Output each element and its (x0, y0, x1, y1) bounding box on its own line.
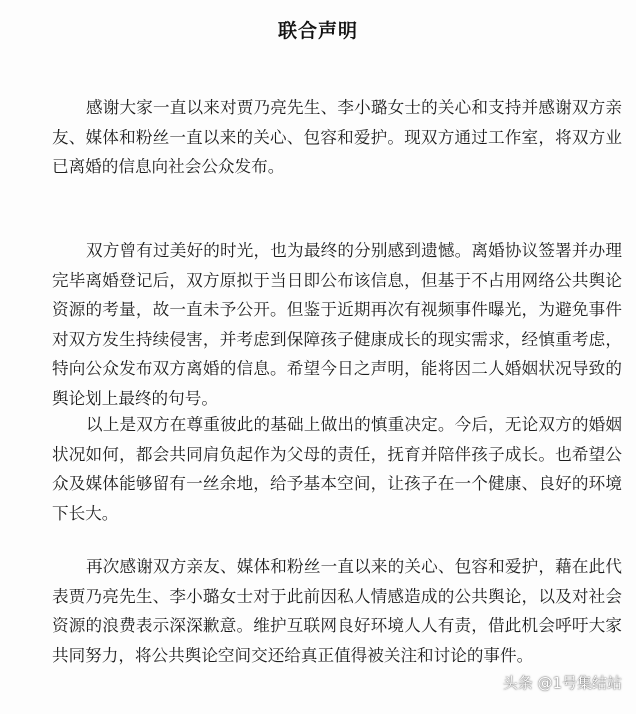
source-watermark (503, 668, 622, 696)
paragraph-1: 感谢大家一直以来对贾乃亮先生、李小璐女士的关心和支持并感谢双方亲友、媒体和粉丝一直以来的关心、包容和爱护。现双方通过工作室，将双方业已离婚的信息向社会公众发布。 (52, 98, 622, 176)
paragraph-3: 以上是双方在尊重彼此的基础上做出的慎重决定。今后，无论双方的婚姻状况如何，都会共同肩负起作为父母的责任，抚育并陪伴孩子成长。也希望公众及媒体能够留有一丝余地，给予基本空间，让孩子在一个健康、良好的环境下长大。 (52, 415, 622, 523)
paragraph-4: 再次感谢双方亲友、媒体和粉丝一直以来的关心、包容和爱护，藉在此代表贾乃亮先生、李小璐女士对于此前因私人情感造成的公共舆论，以及对社会资源的浪费表示深深歉意。维护互联网良好环境人人有责，借此机会呼吁大家共同努力，将公共舆论空间交还给真正值得被关注和讨论的事件。 (52, 557, 622, 665)
paragraph-2: 双方曾有过美好的时光，也为最终的分别感到遗憾。离婚协议签署并办理完毕离婚登记后，双方原拟于当日即公布该信息，但基于不占用网络公共舆论资源的考量，故一直未予公开。但鉴于近期再次有视频事件曝光，为避免事件对双方发生持续侵害，并考虑到保障孩子健康成长的现实需求，经慎重考虑，特向公众发布双方离婚的信息。希望今日之声明，能将因二人婚姻状况导致的舆论划上最终的句号。 (52, 241, 622, 408)
watermark-text: 头条 @1号集结站 (502, 673, 622, 692)
document-title: 联合声明 (277, 20, 358, 42)
